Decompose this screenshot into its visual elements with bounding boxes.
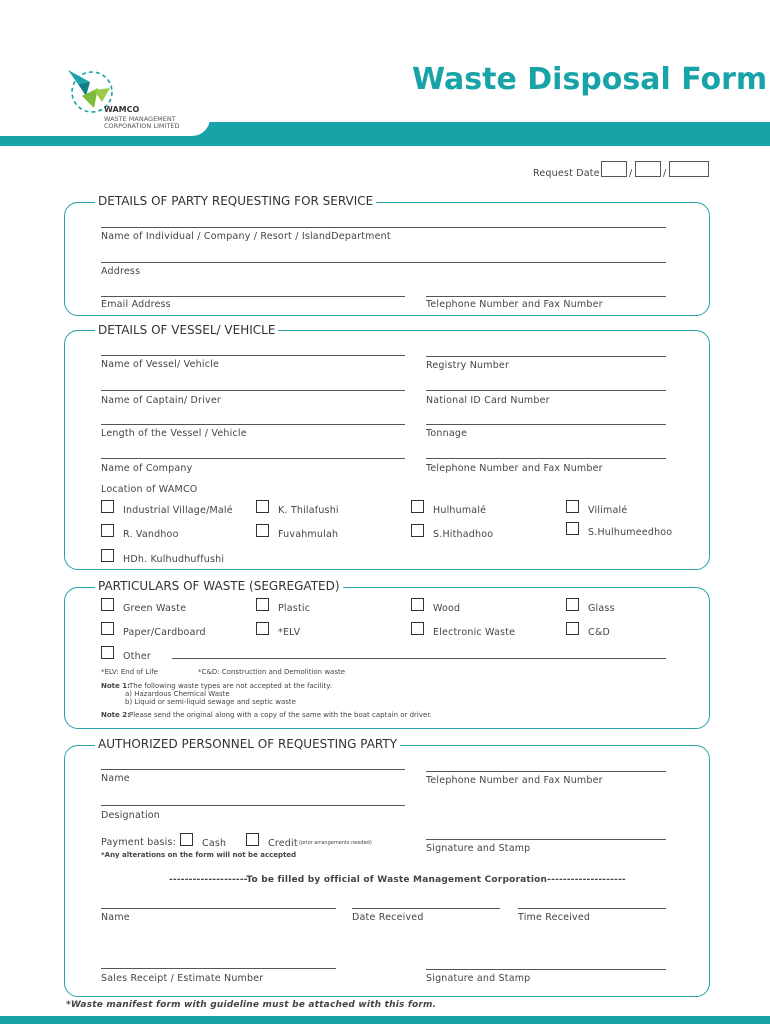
- receipt-label: Sales Receipt / Estimate Number: [101, 973, 264, 984]
- logo-sub2: CORPORATION LIMITED: [104, 122, 180, 130]
- cd-note: *C&D: Construction and Demolition waste: [198, 668, 346, 676]
- designation-label: Designation: [101, 810, 161, 821]
- credit-note: (prior arrangements needed): [299, 840, 372, 846]
- waste-label-wood: Wood: [433, 603, 461, 614]
- vessel-section-title: DETAILS OF VESSEL/ VEHICLE: [95, 323, 278, 337]
- request-date-month[interactable]: [635, 161, 661, 177]
- waste-checkbox[interactable]: [256, 622, 269, 635]
- note2-text: Please send the original along with a copy of the same with the boat captain or driver.: [129, 711, 432, 719]
- official-name-line[interactable]: [101, 908, 336, 909]
- location-label-hithadhoo: S.Hithadhoo: [433, 529, 494, 540]
- note2-label: Note 2:: [101, 711, 130, 719]
- location-checkbox[interactable]: [101, 524, 114, 537]
- location-checkbox[interactable]: [101, 500, 114, 513]
- address-label: Address: [101, 266, 141, 277]
- waste-checkbox[interactable]: [256, 598, 269, 611]
- form-title: Waste Disposal Form: [412, 62, 768, 97]
- waste-checkbox[interactable]: [411, 622, 424, 635]
- waste-checkbox[interactable]: [566, 622, 579, 635]
- location-label: Location of WAMCO: [101, 484, 198, 495]
- request-date-year[interactable]: [669, 161, 709, 177]
- personnel-section-title: AUTHORIZED PERSONNEL OF REQUESTING PARTY: [95, 737, 400, 751]
- party-name-label: Name of Individual / Company / Resort / IslandDepartment: [101, 231, 391, 242]
- captain-line[interactable]: [101, 390, 405, 391]
- receipt-line[interactable]: [101, 968, 336, 969]
- national-id-label: National ID Card Number: [426, 395, 550, 406]
- credit-label: Credit: [268, 838, 298, 849]
- waste-checkbox[interactable]: [101, 598, 114, 611]
- vessel-phone-label: Telephone Number and Fax Number: [426, 463, 603, 474]
- location-label-fuvahmulah: Fuvahmulah: [278, 529, 339, 540]
- location-label-kulhudhuffushi: HDh. Kulhudhuffushi: [123, 554, 225, 565]
- note1-a: a) Hazardous Chemical Waste: [125, 690, 230, 698]
- waste-checkbox[interactable]: [411, 598, 424, 611]
- personnel-phone-line[interactable]: [426, 771, 666, 772]
- waste-label-green: Green Waste: [123, 603, 187, 614]
- request-date-label: Request Date:: [533, 168, 604, 179]
- footer-bar: [0, 1016, 770, 1024]
- date-received-label: Date Received: [352, 912, 424, 923]
- personnel-name-line[interactable]: [101, 769, 405, 770]
- vessel-name-line[interactable]: [101, 355, 405, 356]
- waste-label-cd: C&D: [588, 627, 610, 638]
- location-label-hulhumale: Hulhumalé: [433, 505, 487, 516]
- note1-text: The following waste types are not accepted at the facility:: [129, 682, 333, 690]
- party-phone-label: Telephone Number and Fax Number: [426, 299, 603, 310]
- personnel-signature-line[interactable]: [426, 839, 666, 840]
- location-label-hulhumeedhoo: S.Hulhumeedhoo: [588, 527, 673, 538]
- request-date-day[interactable]: [601, 161, 627, 177]
- payment-label: Payment basis:: [101, 837, 177, 848]
- tonnage-line[interactable]: [426, 424, 666, 425]
- registry-line[interactable]: [426, 356, 666, 357]
- company-line[interactable]: [101, 458, 405, 459]
- personnel-phone-label: Telephone Number and Fax Number: [426, 775, 603, 786]
- personnel-section: [64, 745, 710, 997]
- email-line[interactable]: [101, 296, 405, 297]
- location-label-thilafushi: K. Thilafushi: [278, 505, 339, 516]
- party-phone-line[interactable]: [426, 296, 666, 297]
- personnel-name-label: Name: [101, 773, 130, 784]
- official-name-label: Name: [101, 912, 130, 923]
- note1-b: b) Liquid or semi-liquid sewage and septic waste: [125, 698, 296, 706]
- date-sep-2: /: [663, 168, 667, 179]
- length-line[interactable]: [101, 424, 405, 425]
- location-label-vandhoo: R. Vandhoo: [123, 529, 179, 540]
- wamco-logo: [64, 68, 214, 134]
- company-label: Name of Company: [101, 463, 193, 474]
- time-received-label: Time Received: [518, 912, 591, 923]
- location-checkbox[interactable]: [256, 500, 269, 513]
- waste-label-electronic: Electronic Waste: [433, 627, 516, 638]
- tonnage-label: Tonnage: [426, 428, 468, 439]
- captain-label: Name of Captain/ Driver: [101, 395, 221, 406]
- party-section-title: DETAILS OF PARTY REQUESTING FOR SERVICE: [95, 194, 376, 208]
- email-label: Email Address: [101, 299, 171, 310]
- footer-note: *Waste manifest form with guideline must be attached with this form.: [66, 1000, 437, 1010]
- official-signature-label: Signature and Stamp: [426, 973, 531, 984]
- waste-checkbox[interactable]: [101, 646, 114, 659]
- waste-label-other: Other: [123, 651, 151, 662]
- location-checkbox[interactable]: [411, 524, 424, 537]
- personnel-signature-label: Signature and Stamp: [426, 843, 531, 854]
- date-sep-1: /: [629, 168, 633, 179]
- address-line[interactable]: [101, 262, 666, 263]
- location-checkbox[interactable]: [566, 500, 579, 513]
- registry-label: Registry Number: [426, 360, 510, 371]
- official-signature-line[interactable]: [426, 969, 666, 970]
- waste-label-paper: Paper/Cardboard: [123, 627, 206, 638]
- location-checkbox[interactable]: [411, 500, 424, 513]
- date-received-line[interactable]: [352, 908, 500, 909]
- cash-checkbox[interactable]: [180, 833, 193, 846]
- logo-sub1: WASTE MANAGEMENT: [104, 115, 176, 123]
- elv-note: *ELV: End of Life: [101, 668, 158, 676]
- location-checkbox[interactable]: [566, 522, 579, 535]
- vessel-name-label: Name of Vessel/ Vehicle: [101, 359, 220, 370]
- logo-name: WAMCO: [104, 105, 140, 114]
- waste-label-plastic: Plastic: [278, 603, 311, 614]
- vessel-phone-line[interactable]: [426, 458, 666, 459]
- waste-label-elv: *ELV: [278, 627, 301, 638]
- official-heading: --------------------To be filled by official of Waste Management Corporation--------------------: [169, 875, 626, 885]
- location-checkbox[interactable]: [256, 524, 269, 537]
- location-label-vilimale: Vilimalé: [588, 505, 628, 516]
- other-line[interactable]: [172, 658, 666, 659]
- time-received-line[interactable]: [518, 908, 666, 909]
- waste-checkbox[interactable]: [566, 598, 579, 611]
- location-label-industrial: Industrial Village/Malé: [123, 505, 233, 516]
- waste-label-glass: Glass: [588, 603, 615, 614]
- note1-label: Note 1:: [101, 682, 130, 690]
- credit-checkbox[interactable]: [246, 833, 259, 846]
- waste-checkbox[interactable]: [101, 622, 114, 635]
- waste-section-title: PARTICULARS OF WASTE (SEGREGATED): [95, 579, 343, 593]
- location-checkbox[interactable]: [101, 549, 114, 562]
- national-id-line[interactable]: [426, 390, 666, 391]
- party-name-line[interactable]: [101, 227, 666, 228]
- length-label: Length of the Vessel / Vehicle: [101, 428, 247, 439]
- designation-line[interactable]: [101, 805, 405, 806]
- cash-label: Cash: [202, 838, 227, 849]
- alterations-note: *Any alterations on the form will not be accepted: [101, 851, 297, 859]
